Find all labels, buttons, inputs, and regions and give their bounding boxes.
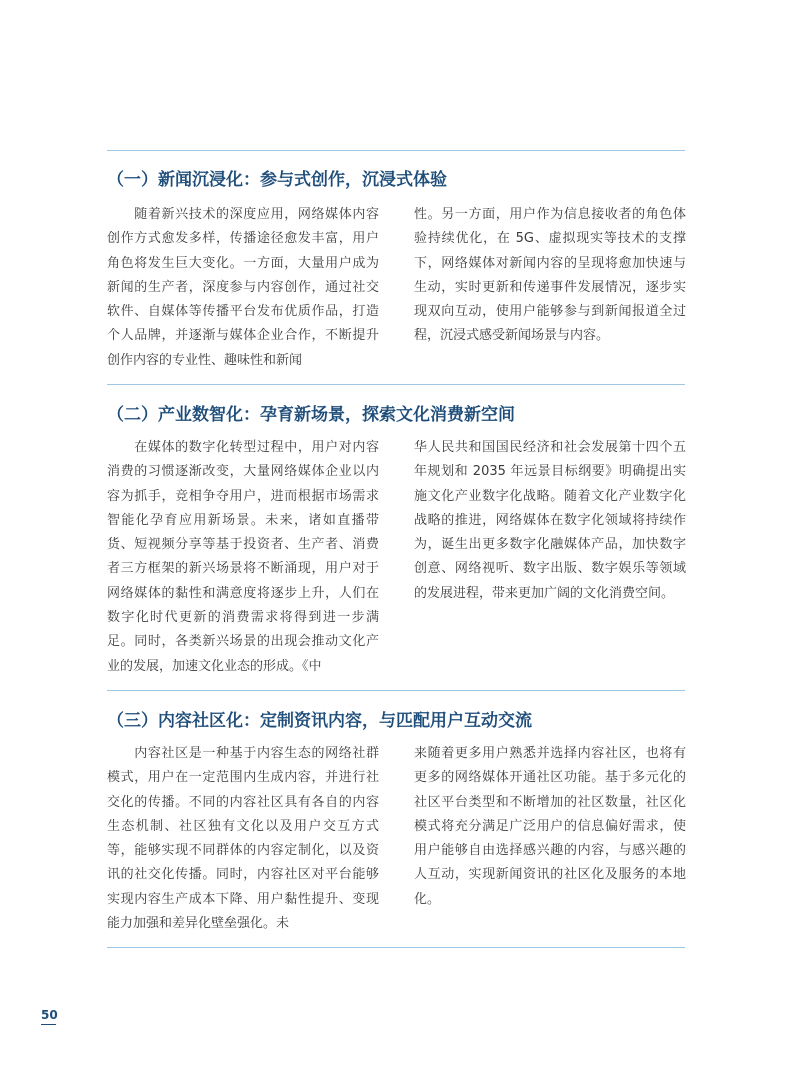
section-2-title: （二）产业数智化：孕育新场景，探索文化消费新空间 <box>107 405 515 425</box>
section-1-left-column: 随着新兴技术的深度应用，网络媒体内容创作方式愈发多样，传播途径愈发丰富，用户角色将发生巨大变化。一方面，大量用户成为新闻的生产者，深度参与内容创作，通过社交软件、自媒体等传播平台发布优质作品，打造个人品牌，并逐渐与媒体企业合作，不断提升创作内容的专业性、趣味性和新闻 <box>107 207 379 368</box>
section-3-top-rule <box>107 690 685 691</box>
section-2-left-column: 在媒体的数字化转型过程中，用户对内容消费的习惯逐渐改变，大量网络媒体企业以内容为抓手，竞相争夺用户，进而根据市场需求智能化孕育应用新场景。未来，诸如直播带货、短视频分享等基于投资者、生产者、消费者三方框架的新兴场景将不断涌现，用户对于网络媒体的黏性和满意度将逐步上升，人们在数字化时代更新的消费需求将得到进一步满足。同时，各类新兴场景的出现会推动文化产业的发展，加速文化业态的形成。《中 <box>107 440 379 674</box>
section-3-title: （三）内容社区化：定制资讯内容，与匹配用户互动交流 <box>107 711 532 731</box>
section-3-bottom-rule <box>107 947 685 948</box>
section-1-right-column: 性。另一方面，用户作为信息接收者的角色体验持续优化，在 5G、虚拟现实等技术的支撑下，网络媒体对新闻内容的呈现将愈加快速与生动，实时更新和传递事件发展情况，逐步实现双向互动，使用户能够参与到新闻报道全过程，沉浸式感受新闻场景与内容。 <box>414 207 686 344</box>
page-number: 50 <box>41 1008 58 1022</box>
section-3-left-column: 内容社区是一种基于内容生态的网络社群模式，用户在一定范围内生成内容，并进行社交化的传播。不同的内容社区具有各自的内容生态机制、社区独有文化以及用户交互方式等，能够实现不同群体的内容定制化，以及资讯的社交化传播。同时，内容社区对平台能够实现内容生产成本下降、用户黏性提升、变现能力加强和差异化壁垒强化。未 <box>107 746 379 932</box>
section-2-right-column: 华人民共和国国民经济和社会发展第十四个五年规划和 2035 年远景目标纲要》明确提出实施文化产业数字化战略。随着文化产业数字化战略的推进，网络媒体在数字化领域将持续作为，诞生出更多数字化融媒体产品，加快数字创意、网络视听、数字出版、数字娱乐等领域的发展进程，带来更加广阔的文化消费空间。 <box>414 440 686 601</box>
section-3-right-column: 来随着更多用户熟悉并选择内容社区，也将有更多的网络媒体开通社区功能。基于多元化的社区平台类型和不断增加的社区数量，社区化模式将充分满足广泛用户的信息偏好需求，使用户能够自由选择感兴趣的内容，与感兴趣的人互动，实现新闻资讯的社区化及服务的本地化。 <box>414 746 686 907</box>
section-1-title: （一）新闻沉浸化：参与式创作，沉浸式体验 <box>107 170 447 190</box>
page-number-underline <box>41 1024 56 1025</box>
section-2-top-rule <box>107 384 685 385</box>
section-1-top-rule <box>107 150 685 151</box>
